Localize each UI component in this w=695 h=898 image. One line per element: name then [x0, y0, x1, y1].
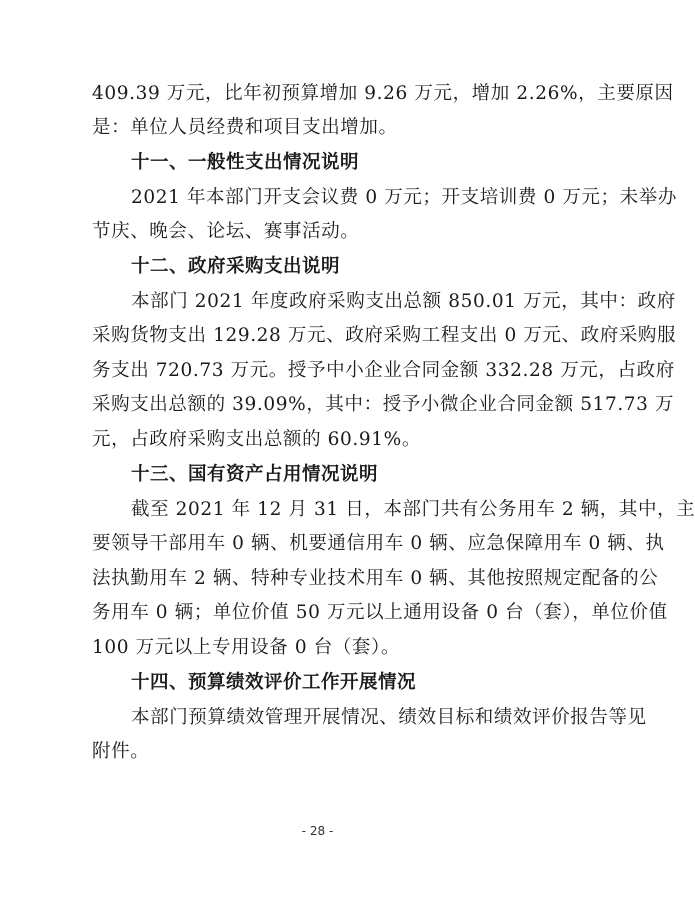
paragraph-line: 截至 2021 年 12 月 31 日，本部门共有公务用车 2 辆，其中，主 — [131, 499, 695, 520]
paragraph-line: 要领导干部用车 0 辆、机要通信用车 0 辆、应急保障用车 0 辆、执 — [92, 533, 665, 554]
page-number: - 28 - — [301, 824, 334, 838]
paragraph-line: 节庆、晚会、论坛、赛事活动。 — [92, 221, 360, 242]
section-heading-13: 十三、国有资产占用情况说明 — [131, 464, 379, 485]
paragraph-line: 2021 年本部门开支会议费 0 万元；开支培训费 0 万元；未举办 — [131, 187, 677, 208]
paragraph-line: 采购货物支出 129.28 万元、政府采购工程支出 0 万元、政府采购服 — [92, 325, 677, 346]
paragraph-line: 采购支出总额的 39.09%，其中：授予小微企业合同金额 517.73 万 — [92, 394, 675, 415]
paragraph-line: 409.39 万元，比年初预算增加 9.26 万元，增加 2.26%，主要原因 — [92, 83, 674, 104]
paragraph-line: 本部门 2021 年度政府采购支出总额 850.01 万元，其中：政府 — [131, 291, 676, 312]
paragraph-line: 务支出 720.73 万元。授予中小企业合同金额 332.28 万元，占政府 — [92, 360, 675, 381]
paragraph-line: 法执勤用车 2 辆、特种专业技术用车 0 辆、其他按照规定配备的公 — [92, 568, 659, 589]
section-heading-11: 十一、一般性支出情况说明 — [131, 152, 360, 173]
section-heading-14: 十四、预算绩效评价工作开展情况 — [131, 672, 417, 693]
paragraph-line: 元，占政府采购支出总额的 60.91%。 — [92, 429, 421, 450]
paragraph-line: 附件。 — [92, 741, 150, 762]
paragraph-line: 务用车 0 辆；单位价值 50 万元以上通用设备 0 台（套），单位价值 — [92, 602, 668, 623]
paragraph-line: 是：单位人员经费和项目支出增加。 — [92, 117, 398, 138]
section-heading-12: 十二、政府采购支出说明 — [131, 256, 341, 277]
paragraph-line: 100 万元以上专用设备 0 台（套）。 — [92, 637, 400, 658]
paragraph-line: 本部门预算绩效管理开展情况、绩效目标和绩效评价报告等见 — [131, 707, 647, 728]
